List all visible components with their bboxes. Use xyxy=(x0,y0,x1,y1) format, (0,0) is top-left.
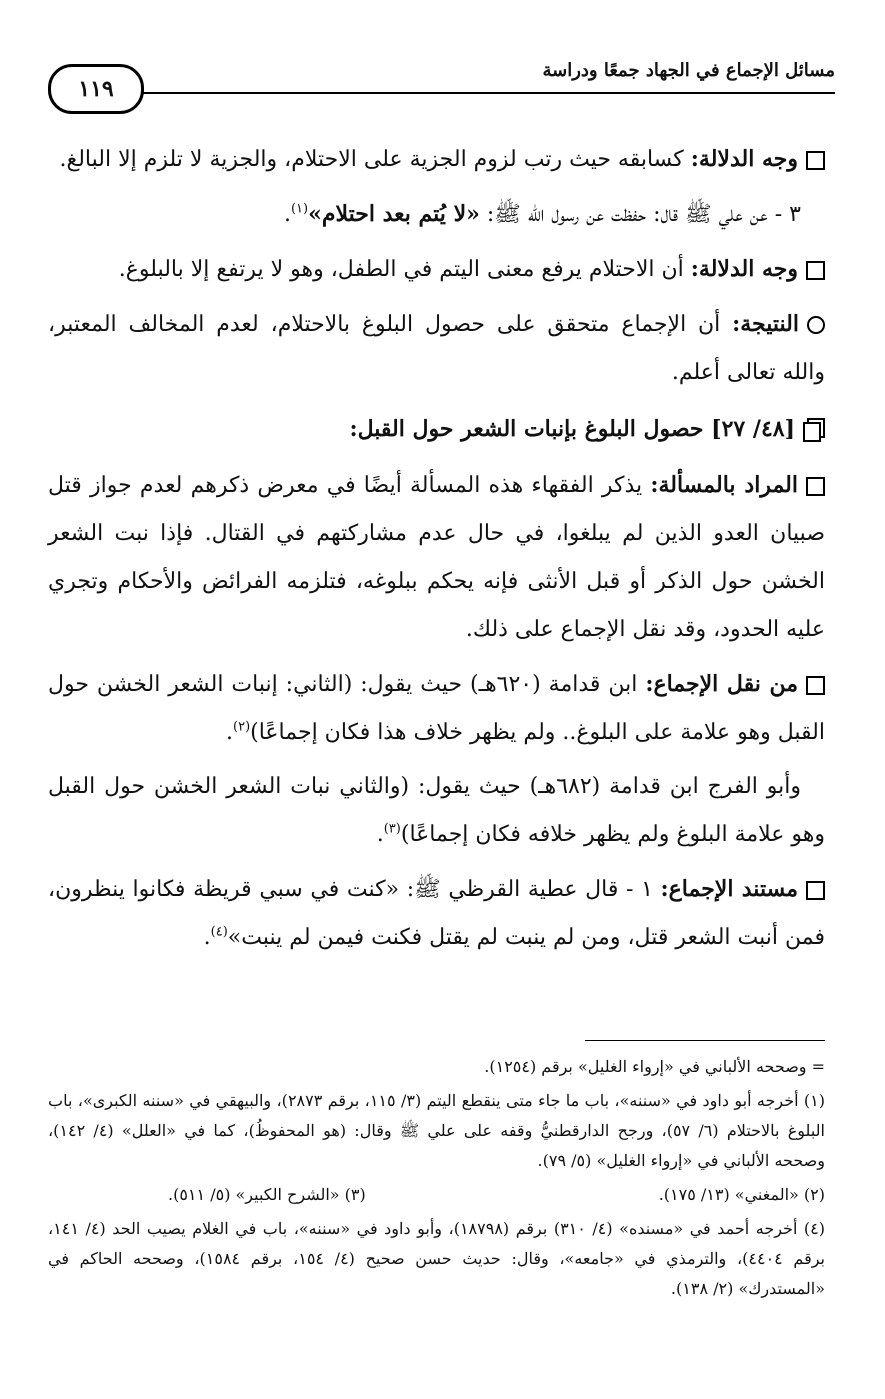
square-bullet-icon xyxy=(806,477,825,496)
term: وجه الدلالة: xyxy=(690,256,798,282)
paragraph-text: ٣ - عن علي ﷺ قال: حفظت عن رسول الله ﷺ: xyxy=(479,202,801,227)
paragraph-text: أن الاحتلام يرفع معنى اليتم في الطفل، وهو لا يرتفع إلا بالبلوغ. xyxy=(118,257,691,282)
footnote-continuation: = وصححه الألباني في «إرواء الغليل» برقم (١٢٥٤). xyxy=(484,1057,825,1076)
term: النتيجة: xyxy=(732,311,799,337)
footnote-ref: (٢) xyxy=(233,719,251,735)
footnotes xyxy=(48,1052,825,1308)
document-stack-icon xyxy=(805,418,825,440)
square-bullet-icon xyxy=(806,151,825,170)
footnote-1: (١) أخرجه أبو داود في «سننه»، باب ما جاء متى ينقطع اليتم (٣/ ١١٥، برقم ٢٨٧٣)، والبيهقي في «سننه الكبرى»، باب البلوغ بالاحتلام (٦/ ٥٧)، ورجح الدارقطنيُّ وقفه على علي ﷺ وقال: (هو المحفوظُ)، كما في «العلل» (٤/ ١٤٢)، وصححه الألباني في «إرواء الغليل» (٥/ ٧٩). xyxy=(48,1091,826,1170)
footnote-ref: (١) xyxy=(290,201,309,217)
running-title: مسائل الإجماع في الجهاد جمعًا ودراسة xyxy=(542,60,835,81)
footnote-4: (٤) أخرجه أحمد في «مسنده» (٤/ ٣١٠) برقم (١٨٧٩٨)، وأبو داود في «سننه»، باب في الغلام يصيب الحد (٤/ ١٤١، برقم ٤٤٠٤)، والترمذي في «جامعه»، وقال: حديث حسن صحيح (٤/ ١٥٤، برقم ١٥٨٤)، وصححه الحاكم في «المستدرك» (٢/ ١٣٨). xyxy=(48,1219,826,1298)
paragraph-6: من نقل الإجماع: ابن قدامة (٦٢٠هـ) حيث يقول: (الثاني: إنبات الشعر الخشن حول القبل وهو علامة على البلوغ.. ولم يظهر خلاف هذا فكان إجماعًا)$^{(٢)}$. xyxy=(48,671,825,745)
footnote-ref: (٤) xyxy=(210,924,228,940)
paragraph-3 xyxy=(48,245,825,294)
paragraph-text: كسابقه حيث رتب لزوم الجزية على الاحتلام، والجزية لا تلزم إلا البالغ. xyxy=(59,147,691,172)
footnote-row xyxy=(48,1180,825,1210)
paragraph-4 xyxy=(48,300,825,397)
paragraph-text: أن الإجماع متحقق على حصول البلوغ بالاحتلام، لعدم المخالف المعتبر، والله تعالى أعلم. xyxy=(48,312,825,385)
paragraph-text: وأبو الفرج ابن قدامة (٦٨٢هـ) حيث يقول: (والثاني نبات الشعر الخشن حول القبل وهو علامة البلوغ ولم يظهر خلافه فكان إجماعًا) xyxy=(48,774,825,847)
term: وجه الدلالة: xyxy=(690,146,798,172)
footnote-ref: (٣) xyxy=(383,821,401,837)
section-heading-text: [٤٨/ ٢٧] حصول البلوغ بإنبات الشعر حول القبل: xyxy=(349,416,795,442)
hadith-quote: «لا يُتم بعد احتلام» xyxy=(308,201,480,227)
paragraph-text: يذكر الفقهاء هذه المسألة أيضًا في معرض ذكرهم لعدم جواز قتل صبيان العدو الذين لم يبلغوا، في حال عدم مشاركتهم في القتال. فإذا نبت الشعر الخشن حول الذكر أو قبل الأنثى فإنه يحكم ببلوغه، فتلزمه الفرائض والأحكام وتجري عليه الحدود، وقد نقل الإجماع على ذلك. xyxy=(48,473,826,642)
square-bullet-icon xyxy=(806,881,825,900)
page-header xyxy=(48,52,835,112)
footnote-2: (٢) «المغني» (١٣/ ١٧٥). xyxy=(658,1185,825,1204)
square-bullet-icon xyxy=(806,676,825,695)
paragraph-5 xyxy=(48,461,825,654)
paragraph-text: ابن قدامة (٦٢٠هـ) حيث يقول: (الثاني: إنبات الشعر الخشن حول القبل وهو علامة على البلوغ.. ولم يظهر خلاف هذا فكان إجماعًا) xyxy=(48,672,825,745)
paragraph-1 xyxy=(48,135,825,184)
section-heading xyxy=(48,405,825,453)
footnote-separator xyxy=(585,1040,825,1041)
term: من نقل الإجماع: xyxy=(645,671,798,697)
circle-bullet-icon xyxy=(807,316,825,334)
term: مستند الإجماع: xyxy=(660,876,798,902)
paragraph-8: مستند الإجماع: ١ - قال عطية القرظي ﷺ: «كنت في سبي قريظة فكانوا ينظرون، فمن أنبت الشعر قتل، ومن لم ينبت لم يقتل فكنت فيمن لم ينبت»$^{(٤)}$. xyxy=(48,876,825,950)
page-number: ١١٩ xyxy=(48,64,144,114)
main-text xyxy=(48,135,825,968)
square-bullet-icon xyxy=(806,261,825,280)
hadith-quote: «كنت في سبي قريظة فكانوا ينظرون، فمن أنبت الشعر قتل، ومن لم ينبت لم يقتل فكنت فيمن لم ينبت» xyxy=(48,877,825,950)
header-rule xyxy=(128,92,835,94)
term: المراد بالمسألة: xyxy=(650,472,798,498)
paragraph-7: وأبو الفرج ابن قدامة (٦٨٢هـ) حيث يقول: (والثاني نبات الشعر الخشن حول القبل وهو علامة البلوغ ولم يظهر خلافه فكان إجماعًا)$^{(٣)}$. xyxy=(48,774,825,847)
paragraph-text: ١ - قال عطية القرظي ﷺ: xyxy=(399,877,661,902)
footnote-3: (٣) «الشرح الكبير» (٥/ ٥١١). xyxy=(168,1185,366,1204)
paragraph-2: ٣ - عن علي ﷺ قال: حفظت عن رسول الله ﷺ: «لا يُتم بعد احتلام»$^{(١)}$. xyxy=(283,201,801,227)
